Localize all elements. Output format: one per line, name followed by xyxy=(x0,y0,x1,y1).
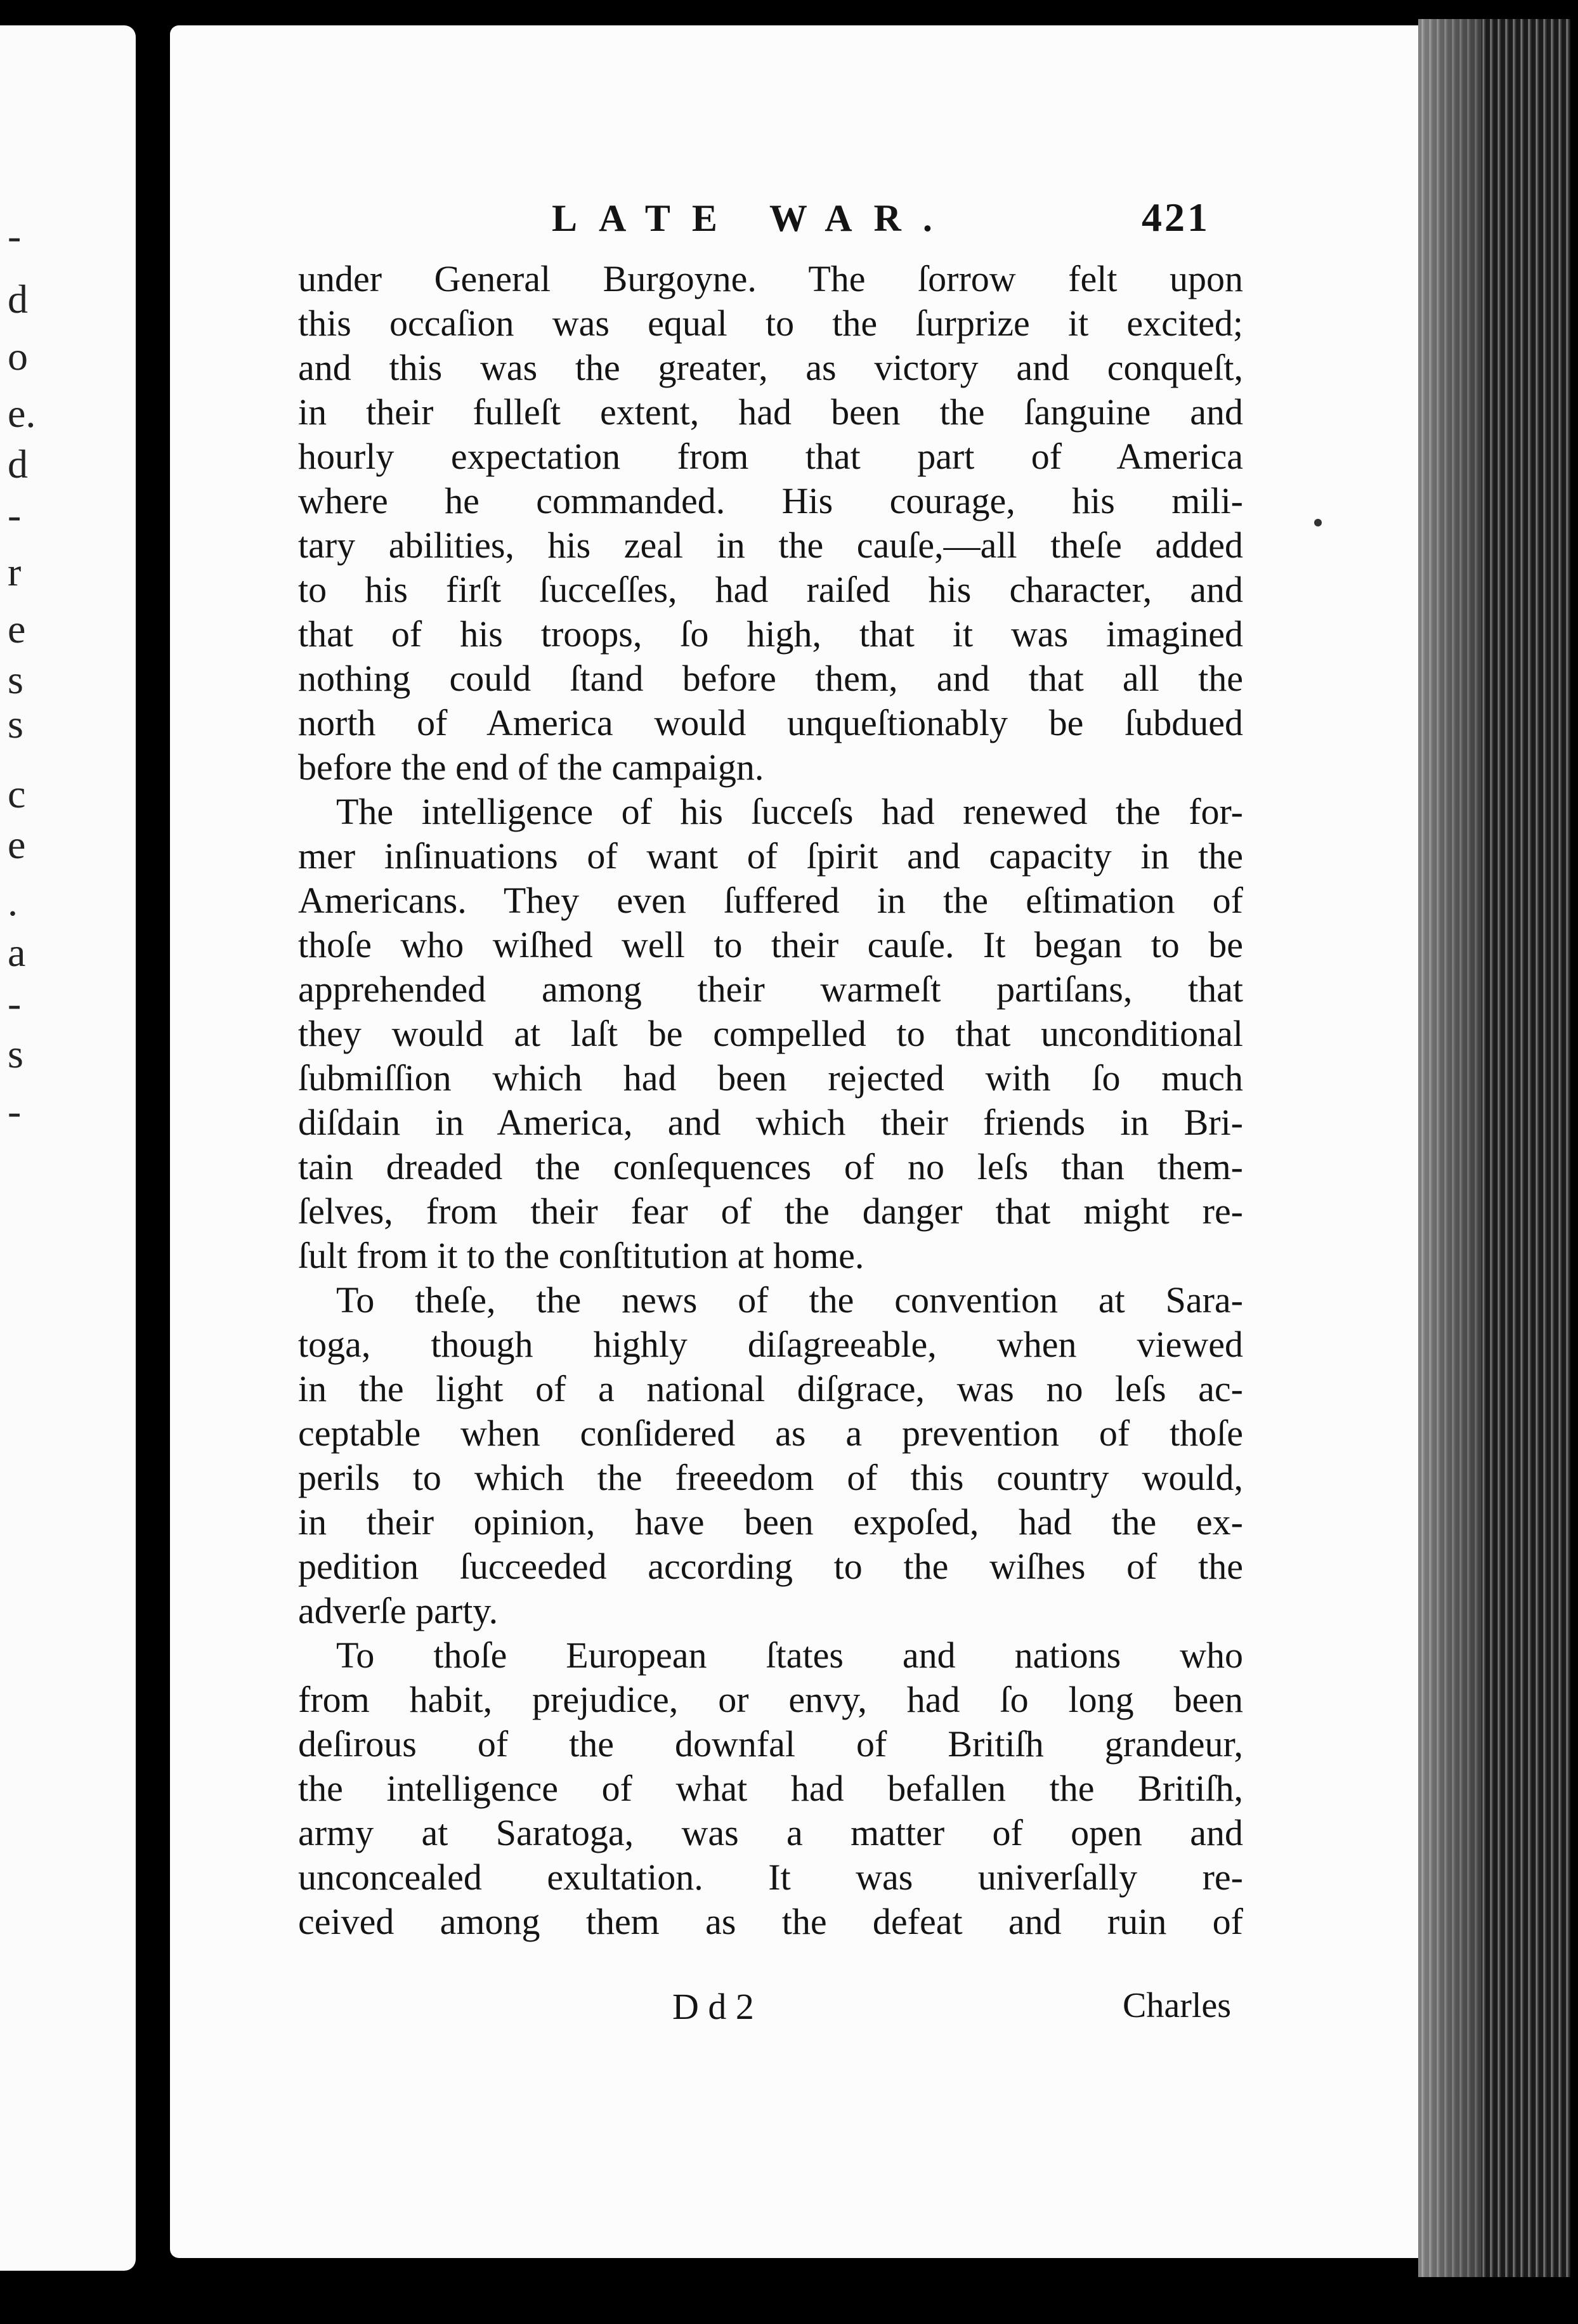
page-number: 421 xyxy=(1142,195,1210,240)
text-line: pedition ſucceeded according to the wiſhes of the xyxy=(298,1546,1243,1587)
left-edge-glyph: e. xyxy=(8,391,36,436)
left-edge-glyph: ‑ xyxy=(8,213,22,258)
text-line: from habit, prejudice, or envy, had ſo long been xyxy=(298,1679,1243,1720)
left-edge-glyph: ‑ xyxy=(8,1088,22,1133)
left-edge-glyph: c xyxy=(8,771,26,816)
text-line: and this was the greater, as victory and conqueſt, xyxy=(298,347,1243,388)
left-edge-glyph: s xyxy=(8,702,23,747)
text-line: that of his troops, ſo high, that it was imagined xyxy=(298,613,1243,655)
text-line: Americans. They even ſuffered in the eſtimation of xyxy=(298,880,1243,921)
left-edge-glyph: ‑ xyxy=(8,981,22,1026)
text-line: north of America would unqueſtionably be ſubdued xyxy=(298,702,1243,743)
text-line: in the light of a national diſgrace, was no leſs ac- xyxy=(298,1368,1243,1409)
left-edge-glyph: s xyxy=(8,657,23,702)
text-line: tary abilities, his zeal in the cauſe,—all theſe added xyxy=(298,525,1243,566)
text-line: To thoſe European ſtates and nations who xyxy=(336,1635,1243,1676)
left-edge-glyph: s xyxy=(8,1031,23,1076)
text-line: ſult from it to the conſtitution at home. xyxy=(298,1235,864,1276)
text-line: toga, though highly diſagreeable, when viewed xyxy=(298,1324,1243,1365)
left-edge-glyph: d xyxy=(8,277,28,322)
text-line: where he commanded. His courage, his mili- xyxy=(298,480,1243,521)
text-line: unconcealed exultation. It was univerſally re- xyxy=(298,1857,1243,1898)
text-line: perils to which the freeedom of this country would, xyxy=(298,1457,1243,1498)
text-line: ceptable when conſidered as a prevention of thoſe xyxy=(298,1413,1243,1454)
text-line: nothing could ſtand before them, and that all the xyxy=(298,658,1243,699)
left-edge-glyph: . xyxy=(8,879,18,924)
text-line: in their opinion, have been expoſed, had the ex- xyxy=(298,1501,1243,1543)
book-gutter xyxy=(136,13,171,2296)
page-edges-shade xyxy=(1418,19,1482,2277)
text-line: to his firſt ſucceſſes, had raiſed his character, and xyxy=(298,569,1243,610)
ink-speck xyxy=(1314,519,1322,526)
text-line: adverſe party. xyxy=(298,1590,499,1631)
body-text xyxy=(298,257,1243,1944)
text-line: ſelves, from their fear of the danger that might re- xyxy=(298,1191,1243,1232)
left-edge-glyph: d xyxy=(8,441,28,486)
text-line: apprehended among their warmeſt partiſans, that xyxy=(298,969,1243,1010)
text-line: they would at laſt be compelled to that unconditional xyxy=(298,1013,1243,1054)
text-line: diſdain in America, and which their friends in Bri- xyxy=(298,1102,1243,1143)
text-line: The intelligence of his ſucceſs had renewed the for- xyxy=(336,791,1243,832)
text-line: ceived among them as the defeat and ruin of xyxy=(298,1901,1243,1942)
running-head: LATE WAR. xyxy=(552,197,954,239)
text-line: the intelligence of what had befallen the Britiſh, xyxy=(298,1768,1243,1809)
signature-mark: D d 2 xyxy=(672,1986,754,2027)
left-edge-glyph: ‑ xyxy=(8,492,22,537)
text-line: before the end of the campaign. xyxy=(298,747,764,788)
text-line: deſirous of the downfal of Britiſh grandeur, xyxy=(298,1723,1243,1765)
catchword: Charles xyxy=(1123,1986,1232,2025)
text-line: under General Burgoyne. The ſorrow felt upon xyxy=(298,258,1243,299)
text-line: ſubmiſſion which had been rejected with ſo much xyxy=(298,1057,1243,1099)
left-edge-glyph: e xyxy=(8,606,26,651)
text-line: in their fulleſt extent, had been the ſanguine and xyxy=(298,391,1243,433)
text-line: mer inſinuations of want of ſpirit and capacity in the xyxy=(298,835,1243,877)
text-line: To theſe, the news of the convention at Sara- xyxy=(336,1279,1243,1321)
left-edge-glyph: r xyxy=(8,549,22,594)
left-edge-glyph: e xyxy=(8,822,26,867)
text-line: this occaſion was equal to the ſurprize it excited; xyxy=(298,303,1243,344)
text-line: army at Saratoga, was a matter of open and xyxy=(298,1812,1243,1853)
text-line: thoſe who wiſhed well to their cauſe. It began to be xyxy=(298,924,1243,965)
text-line: tain dreaded the conſequences of no leſs than them- xyxy=(298,1146,1243,1187)
left-edge-glyph: a xyxy=(8,930,26,975)
text-line: hourly expectation from that part of America xyxy=(298,436,1243,477)
left-edge-glyph: o xyxy=(8,334,28,379)
